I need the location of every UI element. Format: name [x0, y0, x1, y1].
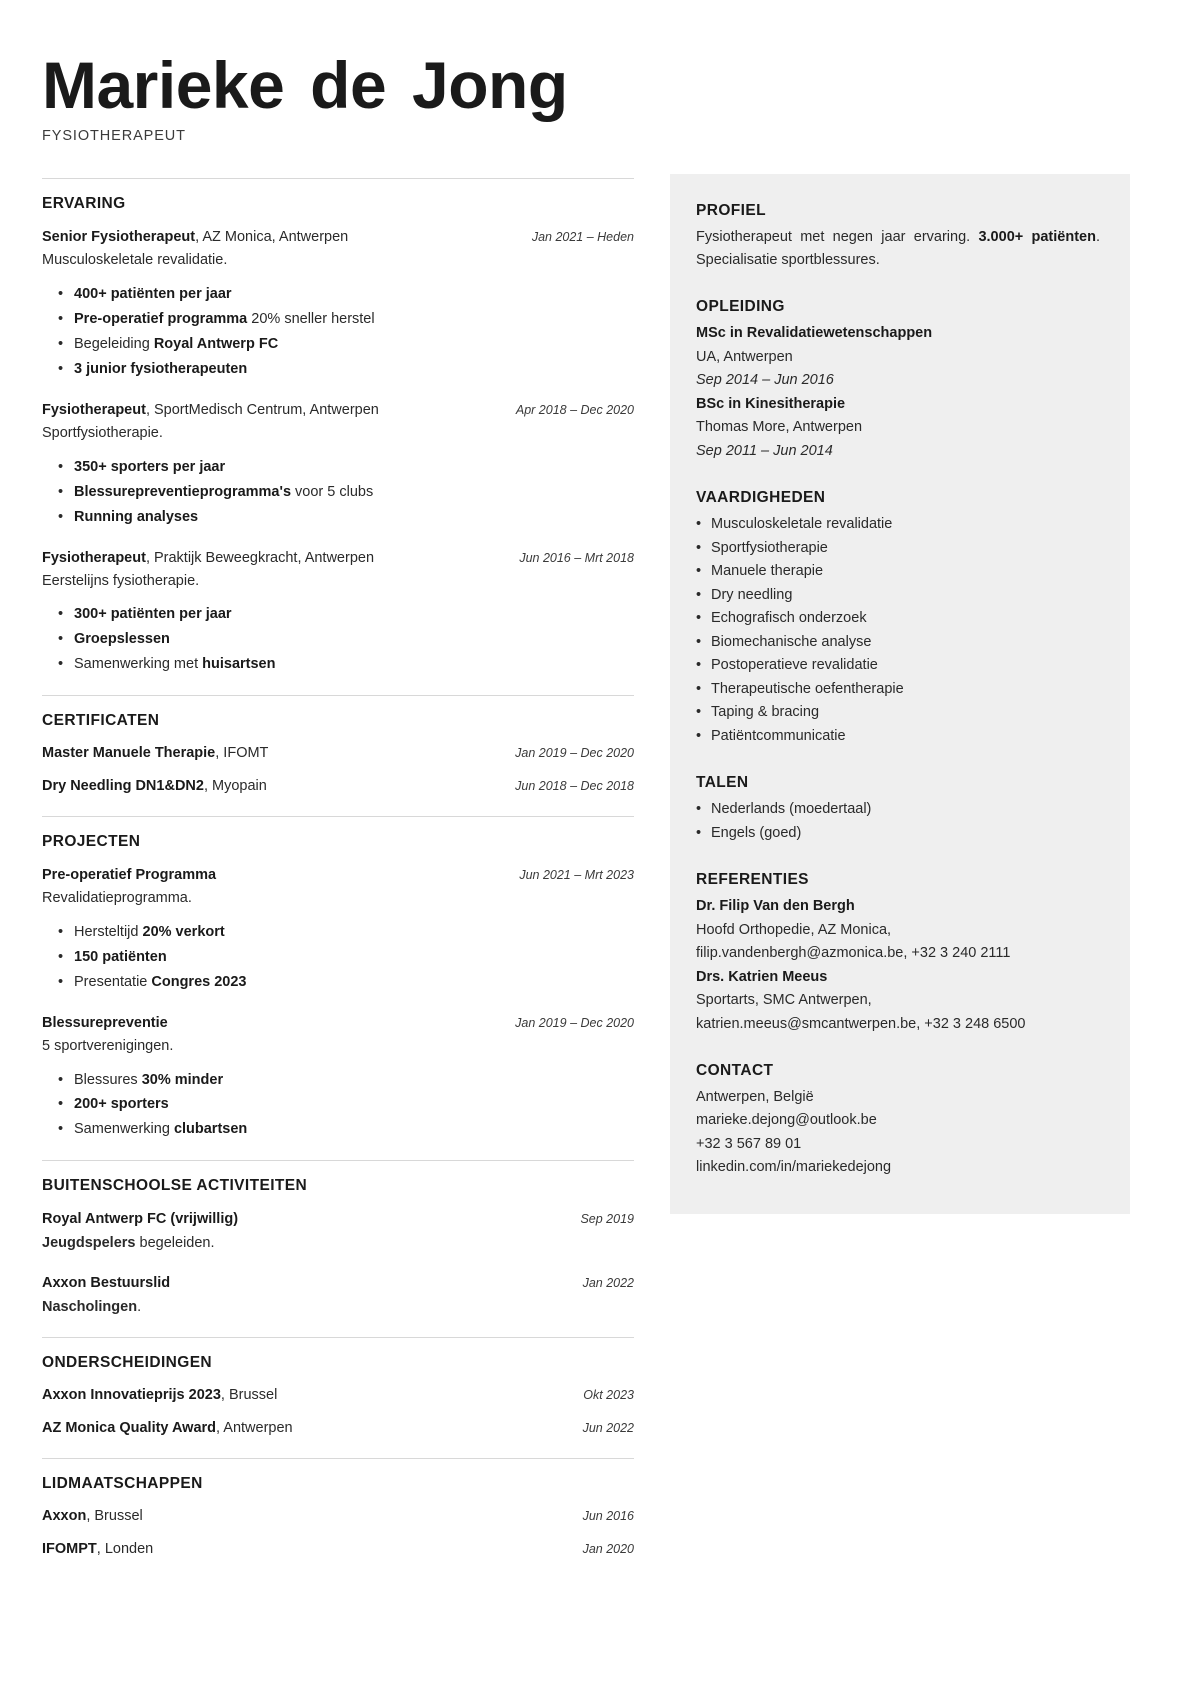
sidebar-title-education: OPLEIDING — [696, 298, 785, 316]
education-degree: BSc in Kinesitherapie — [696, 395, 846, 412]
skill-item: • Patiëntcommunicatie — [696, 725, 1100, 748]
experience-company: , AZ Monica, Antwerpen — [195, 229, 349, 245]
extracurricular-entry-head — [42, 1272, 634, 1295]
bullet-highlight: Blessurepreventieprogramma's — [74, 483, 292, 500]
experience-entry — [42, 547, 634, 678]
project-summary: Revalidatieprogramma. — [42, 890, 192, 907]
candidate-job-title: FYSIOTHERAPEUT — [42, 128, 186, 144]
experience-entry-date: Jun 2016 – Mrt 2018 — [519, 550, 634, 565]
education-entry — [696, 393, 1100, 463]
bullet-highlight: Running analyses — [74, 508, 199, 525]
candidate-name: Marieke de Jong — [42, 48, 568, 122]
skill-item: • Biomechanische analyse — [696, 631, 1100, 654]
bullet-item — [42, 945, 634, 970]
bullet-prefix: Begeleiding — [74, 335, 154, 352]
membership-name: IFOMPT — [42, 1540, 97, 1557]
experience-bullets — [42, 282, 634, 382]
sidebar-block-contact — [696, 1062, 1100, 1180]
section-memberships — [42, 1475, 634, 1561]
profile-text — [696, 226, 1100, 272]
extracurricular-entry — [42, 1208, 634, 1255]
skill-item: • Sportfysiotherapie — [696, 537, 1100, 560]
bullet-highlight: 150 patiënten — [74, 948, 167, 965]
experience-summary: Eerstelijns fysiotherapie. — [42, 572, 200, 589]
skill-list — [696, 513, 1100, 748]
section-certificates — [42, 712, 634, 798]
extracurricular-entry-head — [42, 1208, 634, 1231]
contact-line: +32 3 567 89 01 — [696, 1135, 802, 1152]
bullet-highlight: 400+ patiënten per jaar — [74, 285, 232, 302]
certificate-name: Dry Needling DN1&DN2 — [42, 778, 204, 795]
bullet-item — [42, 282, 634, 307]
experience-company: , SportMedisch Centrum, Antwerpen — [145, 401, 379, 418]
extracurricular-entry-date: Jan 2022 — [582, 1276, 634, 1291]
award-location: , Brussel — [220, 1387, 278, 1404]
section-title-awards: ONDERSCHEIDINGEN — [42, 1354, 213, 1372]
bullet-item — [42, 307, 634, 332]
skill-item: • Echografisch onderzoek — [696, 607, 1100, 630]
bullet-highlight: Royal Antwerp FC — [153, 335, 279, 352]
bullet-item — [42, 332, 634, 357]
bullet-item — [42, 652, 634, 677]
education-entry-list — [696, 322, 1100, 463]
bullet-highlight: Pre-operatief programma — [74, 310, 248, 327]
language-list — [696, 798, 1100, 845]
contact-line: Antwerpen, België — [696, 1089, 814, 1105]
section-title-projects: PROJECTEN — [42, 832, 141, 850]
bullet-suffix: voor 5 clubs — [291, 483, 374, 500]
reference-entry — [696, 966, 1100, 1036]
contact-line-list — [696, 1086, 1100, 1180]
profile-text-highlight: 3.000+ patiënten — [978, 229, 1096, 245]
section-title-memberships: LIDMAATSCHAPPEN — [42, 1474, 203, 1492]
certificate-text — [42, 776, 267, 798]
resume-header — [42, 48, 1130, 144]
bullet-highlight: Congres 2023 — [151, 973, 247, 990]
divider — [42, 178, 634, 179]
certificate-name: Master Manuele Therapie — [42, 745, 216, 762]
award-location: , Antwerpen — [216, 1420, 293, 1437]
sidebar-title-references: REFERENTIES — [696, 871, 809, 889]
project-entry-title — [42, 864, 519, 887]
experience-entry-date: Apr 2018 – Dec 2020 — [515, 402, 634, 417]
award-text — [42, 1418, 293, 1440]
award-name: Axxon Innovatieprijs 2023 — [42, 1387, 221, 1404]
certificate-date: Jan 2019 – Dec 2020 — [515, 746, 634, 761]
experience-role: Fysiotherapeut — [42, 549, 146, 566]
section-title-certificates: CERTIFICATEN — [42, 712, 160, 730]
membership-location: , Brussel — [86, 1507, 143, 1524]
section-title-experience: ERVARING — [42, 195, 126, 212]
extracurricular-entry-list — [42, 1208, 634, 1319]
section-experience — [42, 195, 634, 677]
sidebar-block-languages — [696, 774, 1100, 845]
language-item: • Nederlands (moedertaal) — [696, 798, 1100, 821]
award-date: Jun 2022 — [582, 1421, 634, 1436]
bullet-highlight: 300+ patiënten per jaar — [74, 606, 232, 623]
main-column — [42, 174, 634, 1564]
profile-text-part2: . Specialisatie sportblessures. — [696, 229, 1100, 269]
section-title-extracurricular: BUITENSCHOOLSE ACTIVITEITEN — [42, 1177, 308, 1195]
education-dates: Sep 2014 – Jun 2016 — [696, 372, 834, 389]
sidebar-title-profile: PROFIEL — [696, 202, 766, 219]
bullet-item — [42, 480, 634, 505]
bullet-highlight: 350+ sporters per jaar — [74, 458, 226, 475]
reference-entry-list — [696, 895, 1100, 1036]
project-name: Pre-operatief Programma — [42, 866, 217, 883]
resume-body — [42, 174, 1130, 1564]
reference-role: Sportarts, SMC Antwerpen, — [696, 992, 872, 1009]
reference-name: Drs. Katrien Meeus — [696, 968, 828, 985]
section-awards — [42, 1354, 634, 1440]
bullet-item — [42, 970, 634, 995]
membership-text — [42, 1539, 153, 1561]
extracurricular-summary-rest: begeleiden. — [135, 1234, 215, 1251]
bullet-item — [42, 1068, 634, 1093]
membership-date: Jan 2020 — [582, 1541, 634, 1556]
reference-entry — [696, 895, 1100, 965]
bullet-prefix: Hersteltijd — [74, 923, 143, 940]
experience-company: , Praktijk Beweegkracht, Antwerpen — [145, 549, 375, 566]
membership-name: Axxon — [42, 1507, 87, 1524]
sidebar-block-references — [696, 871, 1100, 1036]
reference-role: Hoofd Orthopedie, AZ Monica, — [696, 921, 892, 938]
bullet-prefix: Samenwerking — [74, 1121, 174, 1138]
bullet-item — [42, 1092, 634, 1117]
membership-entry-list — [42, 1506, 634, 1561]
extracurricular-summary-rest: . — [137, 1298, 142, 1315]
award-date: Okt 2023 — [583, 1388, 634, 1403]
skill-item: • Therapeutische oefentherapie — [696, 678, 1100, 701]
extracurricular-entry — [42, 1272, 634, 1319]
reference-contact: filip.vandenbergh@azmonica.be, +32 3 240 2111 — [696, 945, 1011, 962]
section-projects — [42, 833, 634, 1143]
certificate-issuer: , Myopain — [203, 778, 267, 795]
extracurricular-summary-highlight: Nascholingen — [42, 1298, 138, 1315]
experience-entry-date: Jan 2021 – Heden — [531, 230, 634, 244]
experience-role: Fysiotherapeut — [42, 401, 146, 418]
extracurricular-entry-date: Sep 2019 — [580, 1212, 634, 1227]
skill-item: • Taping & bracing — [696, 701, 1100, 724]
bullet-item — [42, 455, 634, 480]
sidebar-title-skills: VAARDIGHEDEN — [696, 489, 826, 507]
skill-item: • Manuele therapie — [696, 560, 1100, 583]
project-name: Blessurepreventie — [42, 1014, 168, 1031]
certificate-date: Jun 2018 – Dec 2018 — [515, 779, 634, 794]
contact-line: marieke.dejong@outlook.be — [696, 1112, 877, 1129]
membership-entry — [42, 1539, 634, 1561]
membership-date: Jun 2016 — [582, 1508, 634, 1523]
profile-text-part1: Fysiotherapeut met negen jaar ervaring. — [696, 229, 979, 245]
extracurricular-name: Royal Antwerp FC (vrijwillig) — [42, 1211, 239, 1228]
experience-entry-title — [42, 399, 516, 422]
bullet-prefix: Samenwerking met — [74, 656, 203, 673]
experience-entry-list — [42, 226, 634, 677]
bullet-highlight: 200+ sporters — [74, 1096, 169, 1113]
bullet-suffix: 20% sneller herstel — [247, 310, 375, 327]
bullet-highlight: huisartsen — [202, 656, 276, 673]
extracurricular-entry-title — [42, 1272, 583, 1295]
education-dates: Sep 2011 – Jun 2014 — [696, 442, 833, 459]
certificate-text — [42, 743, 268, 765]
project-entry-date: Jan 2019 – Dec 2020 — [515, 1015, 634, 1030]
certificate-entry — [42, 776, 634, 798]
award-entry-list — [42, 1385, 634, 1440]
project-entry-date: Jun 2021 – Mrt 2023 — [519, 867, 634, 882]
award-entry — [42, 1385, 634, 1407]
project-entry-head — [42, 1012, 634, 1035]
project-bullets — [42, 1068, 634, 1143]
bullet-highlight: clubartsen — [173, 1121, 248, 1138]
skill-item: • Musculoskeletale revalidatie — [696, 513, 1100, 536]
award-text — [42, 1385, 277, 1407]
project-entry-list — [42, 864, 634, 1143]
experience-entry — [42, 399, 634, 530]
sidebar-block-education — [696, 298, 1100, 463]
sidebar-block-profile — [696, 202, 1100, 272]
divider — [42, 1458, 634, 1459]
divider — [42, 695, 634, 696]
divider — [42, 816, 634, 817]
skill-item: • Postoperatieve revalidatie — [696, 654, 1100, 677]
experience-entry-title — [42, 547, 519, 570]
contact-line: linkedin.com/in/mariekedejong — [696, 1159, 892, 1176]
bullet-item — [42, 627, 634, 652]
sidebar-title-contact: CONTACT — [696, 1062, 774, 1079]
sidebar-title-languages: TALEN — [696, 774, 749, 792]
project-summary: 5 sportverenigingen. — [42, 1038, 174, 1055]
section-extracurricular — [42, 1177, 634, 1319]
experience-entry-head — [42, 547, 634, 570]
experience-entry-title — [42, 226, 532, 249]
experience-entry-head — [42, 226, 634, 249]
bullet-prefix: Blessures — [74, 1071, 142, 1088]
bullet-highlight: Groepslessen — [74, 631, 170, 648]
project-entry — [42, 1012, 634, 1143]
skill-item: • Dry needling — [696, 584, 1100, 607]
education-school: UA, Antwerpen — [696, 348, 793, 365]
bullet-prefix: Presentatie — [74, 973, 152, 990]
certificate-issuer: , IFOMT — [215, 745, 269, 762]
membership-location: , Londen — [96, 1540, 154, 1557]
bullet-highlight: 20% verkort — [142, 923, 225, 940]
extracurricular-entry-title — [42, 1208, 580, 1231]
project-entry — [42, 864, 634, 995]
extracurricular-summary — [42, 1296, 634, 1319]
extracurricular-summary-highlight: Jeugdspelers — [42, 1234, 136, 1251]
award-name: AZ Monica Quality Award — [42, 1420, 217, 1437]
reference-contact: katrien.meeus@smcantwerpen.be, +32 3 248 6500 — [696, 1015, 1026, 1032]
bullet-item — [42, 1117, 634, 1142]
experience-bullets — [42, 602, 634, 677]
language-item: • Engels (goed) — [696, 822, 1100, 845]
divider — [42, 1160, 634, 1161]
education-degree: MSc in Revalidatiewetenschappen — [696, 325, 933, 342]
bullet-item — [42, 602, 634, 627]
experience-summary: Sportfysiotherapie. — [42, 425, 163, 442]
sidebar-block-skills — [696, 489, 1100, 748]
project-bullets — [42, 920, 634, 995]
experience-bullets — [42, 455, 634, 530]
education-entry — [696, 322, 1100, 392]
bullet-item — [42, 505, 634, 530]
divider — [42, 1337, 634, 1338]
certificate-entry — [42, 743, 634, 765]
membership-entry — [42, 1506, 634, 1528]
bullet-item — [42, 920, 634, 945]
sidebar — [670, 174, 1130, 1214]
bullet-highlight: 3 junior fysiotherapeuten — [74, 360, 248, 377]
award-entry — [42, 1418, 634, 1440]
extracurricular-summary — [42, 1232, 634, 1255]
extracurricular-name: Axxon Bestuurslid — [42, 1275, 171, 1292]
reference-name: Dr. Filip Van den Bergh — [696, 898, 855, 915]
project-entry-title — [42, 1012, 515, 1035]
experience-entry-head — [42, 399, 634, 422]
education-school: Thomas More, Antwerpen — [696, 419, 863, 436]
project-entry-head — [42, 864, 634, 887]
experience-summary: Musculoskeletale revalidatie. — [42, 252, 228, 269]
bullet-item — [42, 357, 634, 382]
membership-text — [42, 1506, 143, 1528]
bullet-highlight: 30% minder — [141, 1071, 224, 1088]
certificate-entry-list — [42, 743, 634, 798]
experience-entry — [42, 226, 634, 382]
experience-role: Senior Fysiotherapeut — [42, 229, 196, 245]
